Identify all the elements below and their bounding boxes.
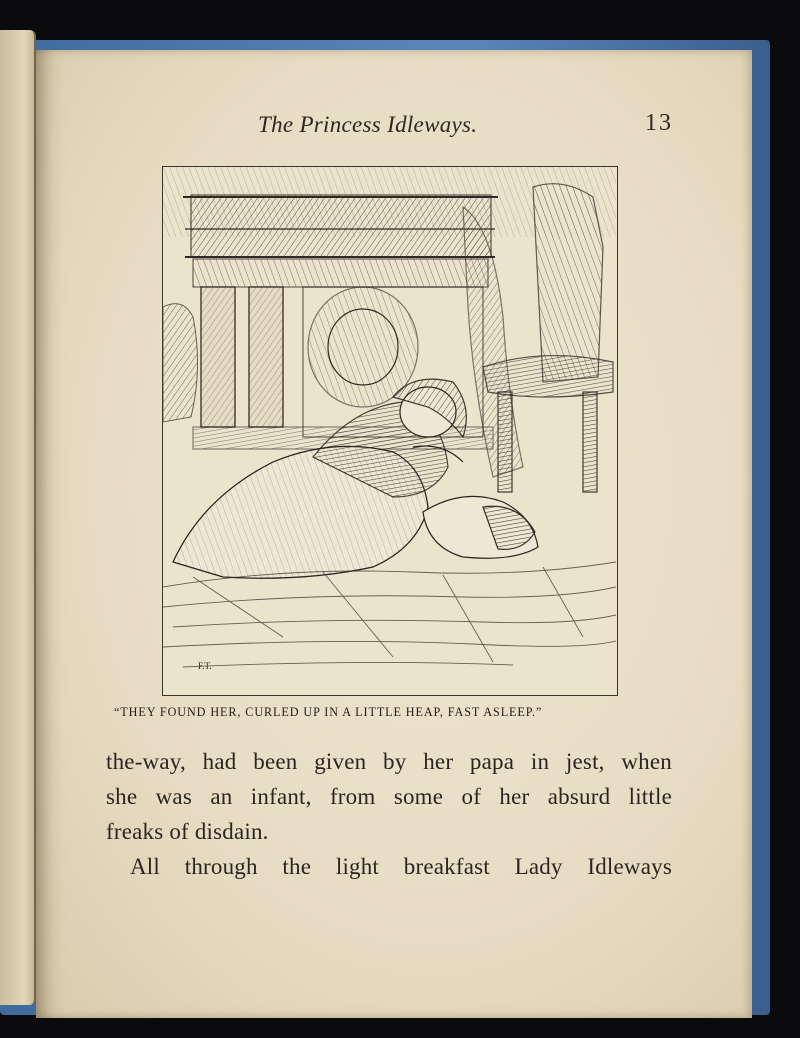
running-head: The Princess Idleways. [258,112,478,137]
illustration-signature: F.T. [198,661,212,671]
engraving-illustration [162,166,618,696]
body-text [106,744,672,884]
body-line: All through the light breakfast Lady Idleways [130,854,672,879]
body-line: the-way, had been given by her papa in jest, when [106,749,672,774]
body-line: freaks of disdain. [106,819,269,844]
illustration-caption: “THEY FOUND HER, CURLED UP IN A LITTLE HEAP, FAST ASLEEP.” [114,705,543,719]
page-number: 13 [645,110,673,136]
vase [163,304,198,422]
engraving-drawing [163,167,616,694]
body-line: she was an infant, from some of her absurd little [106,784,672,809]
left-page-edge [0,30,36,1005]
